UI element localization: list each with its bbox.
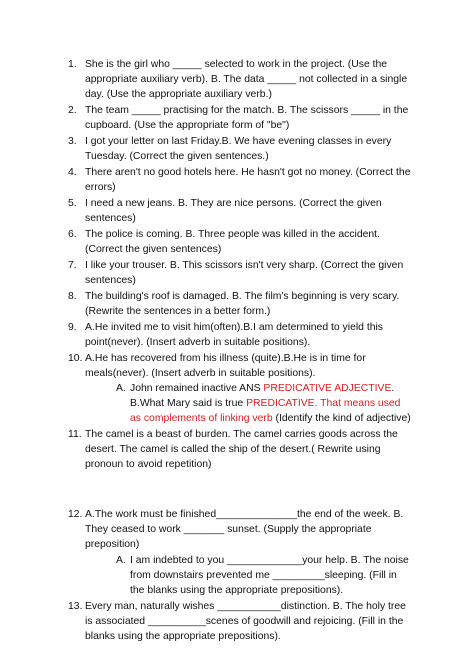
item-text: The team _____ practising for the match. B. The scissors _____ in the cupboard. (Use the appropriate form of "be") (85, 105, 409, 131)
answer-highlight: PREDICATIVE. That means used as complements of linking verb (130, 398, 401, 424)
item-text: She is the girl who _____ selected to work in the project. (Use the appropriate auxiliary verb). B. The data _____ not collected in a single day. (Use the appropriate auxiliary verb.) (85, 59, 408, 100)
sub-item-a-adjective (116, 381, 414, 426)
item-text: I like your trouser. B. This scissors isn't very sharp. (Correct the given sentences) (85, 260, 404, 286)
item-text: The camel is a beast of burden. The camel carries goods across the desert. The camel is called the ship of the desert.( Rewrite using pronoun to avoid repetition) (85, 429, 398, 470)
question-list (68, 57, 414, 644)
question-item-10 (68, 351, 414, 381)
item-number: 12. (68, 509, 83, 520)
item-text: I got your letter on last Friday.B. We have evening classes in every Tuesday. (Correct the given sentences.) (85, 136, 392, 162)
item-text: I need a new jeans. B. They are nice persons. (Correct the given sentences) (85, 198, 382, 224)
answer-highlight: PREDICATIVE ADJECTIVE (263, 383, 392, 394)
item-text: Every man, naturally wishes ___________distinction. B. The holy tree is associated __________scenes of goodwill and rejoicing. (Fill in the blanks using the appropriate prepositions). (85, 601, 406, 642)
item-number: 8. (68, 291, 77, 302)
item-number: 10. (68, 353, 83, 364)
item-text: A.The work must be finished______________the end of the week. B. They ceased to work _______ sunset. (Supply the appropriate preposition) (85, 509, 404, 550)
item-number: 4. (68, 167, 77, 178)
sub-item-number: A. (116, 555, 126, 566)
question-item-9 (68, 320, 414, 350)
item-text: There aren't no good hotels here. He hasn't got no money. (Correct the errors) (85, 167, 411, 193)
question-item-2 (68, 103, 414, 133)
question-item-1 (68, 57, 414, 102)
question-item-5 (68, 196, 414, 226)
question-item-4 (68, 165, 414, 195)
sub-item-text: (Identify the kind of adjective) (272, 413, 411, 424)
item-text: A.He has recovered from his illness (quite).B.He is in time for meals(never). (Insert adverb in suitable positions). (85, 353, 366, 379)
sub-item-number: A. (116, 383, 126, 394)
sub-item-a-preposition (116, 553, 414, 598)
item-text: The building's roof is damaged. B. The film's beginning is very scary. (Rewrite the sentences in a better form.) (85, 291, 400, 317)
item-number: 9. (68, 322, 77, 333)
item-number: 2. (68, 105, 77, 116)
item-number: 11. (68, 429, 82, 440)
item-number: 7. (68, 260, 77, 271)
item-text: A.He invited me to visit him(often).B.I am determined to yield this point(never). (Insert adverb in suitable positions). (85, 322, 383, 348)
sub-item-text: . B.What Mary said is true (130, 383, 395, 409)
sub-item-text: I am indebted to you _____________your help. B. The noise from downstairs prevented me _________sleeping. (Fill in the blanks using the appropriate prepositions). (130, 555, 409, 596)
item-number: 5. (68, 198, 77, 209)
sub-item-text: John remained inactive ANS (130, 383, 264, 394)
question-item-13 (68, 599, 414, 644)
item-number: 1. (68, 59, 77, 70)
question-item-6 (68, 227, 414, 257)
question-item-3 (68, 134, 414, 164)
item-number: 3. (68, 136, 77, 147)
item-number: 6. (68, 229, 77, 240)
question-item-11 (68, 427, 414, 472)
item-text: The police is coming. B. Three people was killed in the accident. (Correct the given sentences) (85, 229, 380, 255)
question-item-7 (68, 258, 414, 288)
question-item-8 (68, 289, 414, 319)
item-number: 13. (68, 601, 83, 612)
question-item-12 (68, 507, 414, 552)
